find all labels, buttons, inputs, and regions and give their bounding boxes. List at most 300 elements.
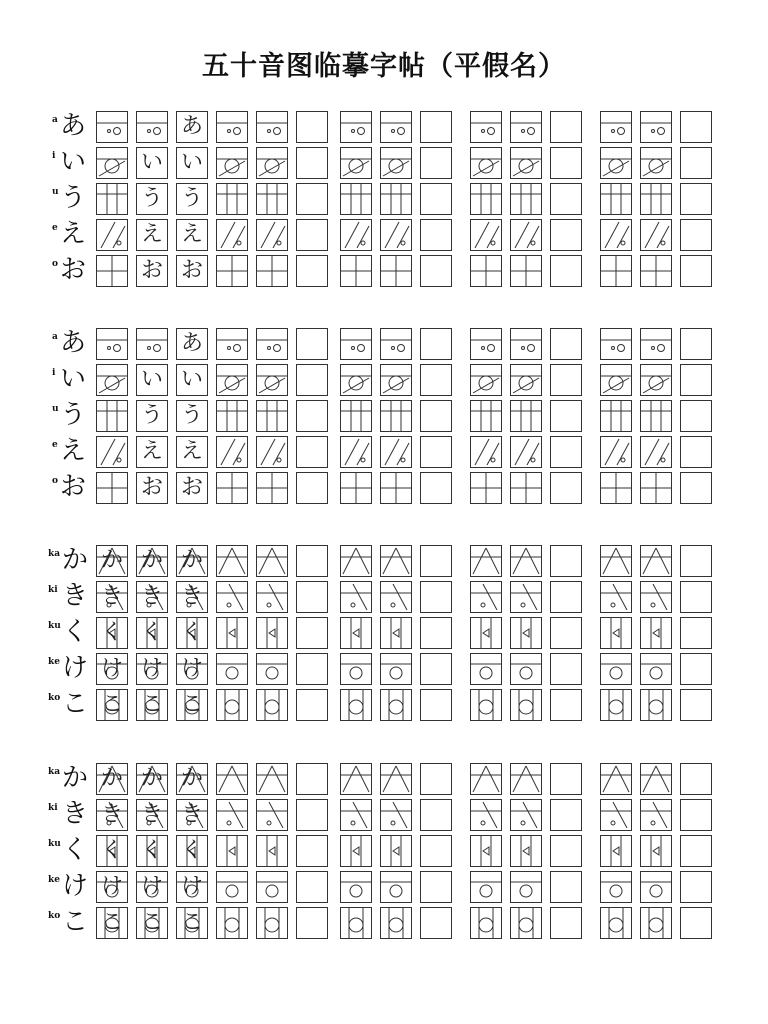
example-cell <box>136 364 168 396</box>
trace-cell <box>640 328 672 360</box>
trace-cell <box>380 328 412 360</box>
trace-cell <box>510 147 542 179</box>
trace-cell <box>510 183 542 215</box>
blank-cell <box>680 799 712 831</box>
trace-cell <box>510 364 542 396</box>
blank-cell <box>296 436 328 468</box>
kana-row-u <box>48 399 728 435</box>
trace-cell <box>216 147 248 179</box>
trace-cell <box>470 255 502 287</box>
trace-cell <box>256 689 288 721</box>
blank-cell <box>680 871 712 903</box>
kana-row-u <box>48 182 728 218</box>
kana-character: こ <box>62 907 89 937</box>
trace-cell <box>640 799 672 831</box>
blank-cell <box>550 255 582 287</box>
example-cell <box>176 545 208 577</box>
example-cell <box>176 364 208 396</box>
trace-cell <box>640 436 672 468</box>
example-cell <box>176 799 208 831</box>
blank-cell <box>296 472 328 504</box>
trace-cell <box>470 472 502 504</box>
trace-cell <box>510 400 542 432</box>
example-glyph: お <box>140 475 163 500</box>
trace-cell <box>380 255 412 287</box>
example-cell <box>176 147 208 179</box>
blank-cell <box>296 328 328 360</box>
blank-cell <box>296 147 328 179</box>
blank-cell <box>550 472 582 504</box>
example-cell <box>176 328 208 360</box>
trace-cell <box>510 835 542 867</box>
example-cell <box>96 907 128 939</box>
blank-cell <box>420 255 452 287</box>
trace-cell <box>510 907 542 939</box>
kana-row-ka <box>48 544 728 580</box>
example-cell <box>176 111 208 143</box>
trace-cell <box>510 219 542 251</box>
romaji-label: ke <box>48 875 60 885</box>
romaji-label: ki <box>48 803 58 813</box>
example-glyph: う <box>180 403 203 428</box>
trace-cell <box>216 581 248 613</box>
trace-cell <box>600 545 632 577</box>
example-cell <box>136 799 168 831</box>
blank-cell <box>550 147 582 179</box>
kana-row-a <box>48 327 728 363</box>
example-glyph: き <box>100 802 123 827</box>
trace-cell <box>470 328 502 360</box>
example-cell <box>96 219 128 251</box>
trace-cell <box>470 436 502 468</box>
example-cell <box>176 763 208 795</box>
trace-cell <box>510 328 542 360</box>
trace-cell <box>340 364 372 396</box>
example-glyph: く <box>100 620 123 645</box>
trace-cell <box>470 111 502 143</box>
romaji-label: a <box>52 332 58 342</box>
blank-cell <box>550 364 582 396</box>
example-glyph: く <box>100 838 123 863</box>
trace-cell <box>340 147 372 179</box>
trace-cell <box>340 871 372 903</box>
blank-cell <box>550 799 582 831</box>
trace-cell <box>600 472 632 504</box>
blank-cell <box>680 328 712 360</box>
example-cell <box>176 436 208 468</box>
kana-row-e <box>48 218 728 254</box>
example-glyph: け <box>100 656 123 681</box>
kana-character: か <box>62 763 89 793</box>
trace-cell <box>380 581 412 613</box>
example-cell <box>176 871 208 903</box>
blank-cell <box>680 835 712 867</box>
example-glyph: か <box>100 548 123 573</box>
example-cell <box>176 835 208 867</box>
trace-cell <box>256 581 288 613</box>
romaji-label: o <box>52 476 59 486</box>
kana-character: え <box>60 436 87 466</box>
trace-cell <box>256 617 288 649</box>
trace-cell <box>340 183 372 215</box>
blank-cell <box>420 472 452 504</box>
trace-cell <box>340 617 372 649</box>
blank-cell <box>680 111 712 143</box>
example-cell <box>96 871 128 903</box>
blank-cell <box>680 255 712 287</box>
trace-cell <box>256 653 288 685</box>
trace-cell <box>470 907 502 939</box>
blank-cell <box>550 581 582 613</box>
blank-cell <box>296 183 328 215</box>
trace-cell <box>380 545 412 577</box>
trace-cell <box>640 400 672 432</box>
kana-row-i <box>48 146 728 182</box>
example-glyph: き <box>180 584 203 609</box>
kana-row-ko <box>48 688 728 724</box>
kana-row-e <box>48 435 728 471</box>
example-glyph: え <box>180 222 203 247</box>
trace-cell <box>640 183 672 215</box>
trace-cell <box>470 400 502 432</box>
blank-cell <box>296 835 328 867</box>
kana-row-i <box>48 363 728 399</box>
trace-cell <box>510 799 542 831</box>
trace-cell <box>640 653 672 685</box>
blank-cell <box>680 219 712 251</box>
trace-cell <box>256 255 288 287</box>
example-cell <box>136 219 168 251</box>
trace-cell <box>256 907 288 939</box>
blank-cell <box>296 219 328 251</box>
romaji-label: ke <box>48 657 60 667</box>
trace-cell <box>600 581 632 613</box>
trace-cell <box>470 219 502 251</box>
romaji-label: ku <box>48 839 61 849</box>
kana-character: け <box>62 871 89 901</box>
example-cell <box>96 763 128 795</box>
trace-cell <box>640 255 672 287</box>
trace-cell <box>510 617 542 649</box>
blank-cell <box>420 545 452 577</box>
page-title: 五十音图临摹字帖（平假名） <box>202 51 566 82</box>
trace-cell <box>340 255 372 287</box>
trace-cell <box>256 835 288 867</box>
kana-row-ke <box>48 652 728 688</box>
kana-character: お <box>60 472 87 502</box>
blank-cell <box>420 219 452 251</box>
trace-cell <box>380 907 412 939</box>
example-glyph: か <box>140 766 163 791</box>
example-cell <box>136 183 168 215</box>
example-cell <box>136 907 168 939</box>
example-cell <box>176 219 208 251</box>
trace-cell <box>340 545 372 577</box>
example-cell <box>136 147 168 179</box>
blank-cell <box>296 763 328 795</box>
example-glyph: く <box>140 838 163 863</box>
kana-character: い <box>60 364 87 394</box>
example-cell <box>176 653 208 685</box>
blank-cell <box>550 653 582 685</box>
romaji-label: a <box>52 115 58 125</box>
example-cell <box>136 871 168 903</box>
trace-cell <box>640 364 672 396</box>
example-glyph: こ <box>100 692 123 717</box>
example-glyph: け <box>180 874 203 899</box>
trace-cell <box>470 871 502 903</box>
example-cell <box>96 183 128 215</box>
trace-cell <box>600 147 632 179</box>
example-glyph: い <box>180 367 203 392</box>
example-glyph: け <box>180 656 203 681</box>
romaji-label: ka <box>48 549 61 559</box>
trace-cell <box>470 147 502 179</box>
trace-cell <box>216 183 248 215</box>
trace-cell <box>640 545 672 577</box>
romaji-label: ki <box>48 585 58 595</box>
example-glyph: こ <box>140 692 163 717</box>
blank-cell <box>550 617 582 649</box>
trace-cell <box>216 364 248 396</box>
blank-cell <box>420 689 452 721</box>
kana-character: く <box>62 835 89 865</box>
trace-cell <box>216 653 248 685</box>
trace-cell <box>600 799 632 831</box>
trace-cell <box>640 111 672 143</box>
trace-cell <box>256 111 288 143</box>
trace-cell <box>380 111 412 143</box>
example-cell <box>176 689 208 721</box>
trace-cell <box>600 763 632 795</box>
trace-cell <box>640 763 672 795</box>
trace-cell <box>640 219 672 251</box>
trace-cell <box>470 689 502 721</box>
trace-cell <box>340 763 372 795</box>
trace-cell <box>470 763 502 795</box>
blank-cell <box>296 581 328 613</box>
kana-character: あ <box>60 111 87 141</box>
trace-cell <box>256 147 288 179</box>
kana-row-a <box>48 110 728 146</box>
example-cell <box>96 545 128 577</box>
trace-cell <box>256 799 288 831</box>
romaji-label: ko <box>48 693 61 703</box>
trace-cell <box>256 436 288 468</box>
trace-cell <box>470 545 502 577</box>
blank-cell <box>550 907 582 939</box>
example-cell <box>96 799 128 831</box>
trace-cell <box>340 581 372 613</box>
trace-cell <box>600 328 632 360</box>
trace-cell <box>600 400 632 432</box>
kana-character: え <box>60 219 87 249</box>
example-glyph: く <box>140 620 163 645</box>
trace-cell <box>380 799 412 831</box>
blank-cell <box>680 907 712 939</box>
trace-cell <box>340 689 372 721</box>
trace-cell <box>380 835 412 867</box>
trace-cell <box>510 545 542 577</box>
kana-character: あ <box>60 328 87 358</box>
example-glyph: く <box>180 838 203 863</box>
trace-cell <box>256 183 288 215</box>
trace-cell <box>340 472 372 504</box>
blank-cell <box>680 436 712 468</box>
blank-cell <box>550 689 582 721</box>
trace-cell <box>340 907 372 939</box>
example-cell <box>176 400 208 432</box>
trace-cell <box>256 763 288 795</box>
example-cell <box>96 111 128 143</box>
blank-cell <box>296 871 328 903</box>
trace-cell <box>510 436 542 468</box>
romaji-label: ko <box>48 911 61 921</box>
trace-cell <box>600 255 632 287</box>
example-glyph: く <box>180 620 203 645</box>
example-cell <box>96 364 128 396</box>
kana-row-ki <box>48 580 728 616</box>
example-cell <box>136 328 168 360</box>
blank-cell <box>420 907 452 939</box>
blank-cell <box>420 617 452 649</box>
example-glyph: け <box>100 874 123 899</box>
kana-character: お <box>60 255 87 285</box>
trace-cell <box>510 111 542 143</box>
trace-cell <box>216 219 248 251</box>
blank-cell <box>550 328 582 360</box>
example-glyph: う <box>180 186 203 211</box>
trace-cell <box>380 617 412 649</box>
trace-cell <box>640 907 672 939</box>
blank-cell <box>680 147 712 179</box>
trace-cell <box>256 472 288 504</box>
trace-cell <box>256 364 288 396</box>
kana-character: い <box>60 147 87 177</box>
example-cell <box>136 472 168 504</box>
blank-cell <box>420 653 452 685</box>
blank-cell <box>296 689 328 721</box>
example-cell <box>136 689 168 721</box>
trace-cell <box>216 871 248 903</box>
trace-cell <box>216 763 248 795</box>
trace-cell <box>380 871 412 903</box>
kana-row-o <box>48 471 728 507</box>
blank-cell <box>550 400 582 432</box>
trace-cell <box>470 581 502 613</box>
romaji-label: o <box>52 259 59 269</box>
example-glyph: き <box>140 802 163 827</box>
blank-cell <box>550 183 582 215</box>
trace-cell <box>216 328 248 360</box>
trace-cell <box>380 763 412 795</box>
example-cell <box>96 255 128 287</box>
example-glyph: き <box>140 584 163 609</box>
romaji-label: i <box>52 368 56 378</box>
example-glyph: あ <box>180 331 203 356</box>
trace-cell <box>600 689 632 721</box>
example-cell <box>136 545 168 577</box>
trace-cell <box>340 436 372 468</box>
example-cell <box>96 581 128 613</box>
trace-cell <box>380 689 412 721</box>
example-cell <box>176 255 208 287</box>
example-glyph: お <box>180 258 203 283</box>
kana-character: う <box>60 400 87 430</box>
example-cell <box>96 328 128 360</box>
trace-cell <box>470 653 502 685</box>
example-cell <box>136 255 168 287</box>
blank-cell <box>680 183 712 215</box>
kana-row-o <box>48 254 728 290</box>
kana-character: き <box>62 581 89 611</box>
blank-cell <box>420 763 452 795</box>
trace-cell <box>216 255 248 287</box>
kana-character: か <box>62 545 89 575</box>
example-glyph: か <box>180 548 203 573</box>
example-glyph: こ <box>180 910 203 935</box>
romaji-label: u <box>52 187 59 197</box>
kana-row-ke <box>48 870 728 906</box>
example-glyph: か <box>180 766 203 791</box>
example-glyph: う <box>140 186 163 211</box>
trace-cell <box>380 183 412 215</box>
trace-cell <box>510 472 542 504</box>
romaji-label: e <box>52 440 58 450</box>
trace-cell <box>640 835 672 867</box>
example-glyph: え <box>180 439 203 464</box>
trace-cell <box>640 147 672 179</box>
blank-cell <box>550 219 582 251</box>
trace-cell <box>600 111 632 143</box>
blank-cell <box>550 871 582 903</box>
trace-cell <box>600 219 632 251</box>
trace-cell <box>256 545 288 577</box>
example-glyph: え <box>140 439 163 464</box>
trace-cell <box>256 871 288 903</box>
trace-cell <box>510 653 542 685</box>
trace-cell <box>340 799 372 831</box>
example-cell <box>96 689 128 721</box>
blank-cell <box>296 907 328 939</box>
trace-cell <box>216 400 248 432</box>
kana-row-ku <box>48 834 728 870</box>
example-cell <box>136 436 168 468</box>
blank-cell <box>680 617 712 649</box>
example-cell <box>96 400 128 432</box>
trace-cell <box>340 328 372 360</box>
blank-cell <box>420 147 452 179</box>
trace-cell <box>470 799 502 831</box>
trace-cell <box>256 400 288 432</box>
kana-character: く <box>62 617 89 647</box>
trace-cell <box>216 799 248 831</box>
example-cell <box>136 835 168 867</box>
example-glyph: い <box>140 367 163 392</box>
trace-cell <box>640 617 672 649</box>
trace-cell <box>216 835 248 867</box>
romaji-label: e <box>52 223 58 233</box>
trace-cell <box>216 436 248 468</box>
blank-cell <box>420 364 452 396</box>
romaji-label: ku <box>48 621 61 631</box>
trace-cell <box>380 400 412 432</box>
example-cell <box>176 183 208 215</box>
kana-character: き <box>62 799 89 829</box>
blank-cell <box>680 545 712 577</box>
trace-cell <box>470 617 502 649</box>
example-cell <box>96 835 128 867</box>
